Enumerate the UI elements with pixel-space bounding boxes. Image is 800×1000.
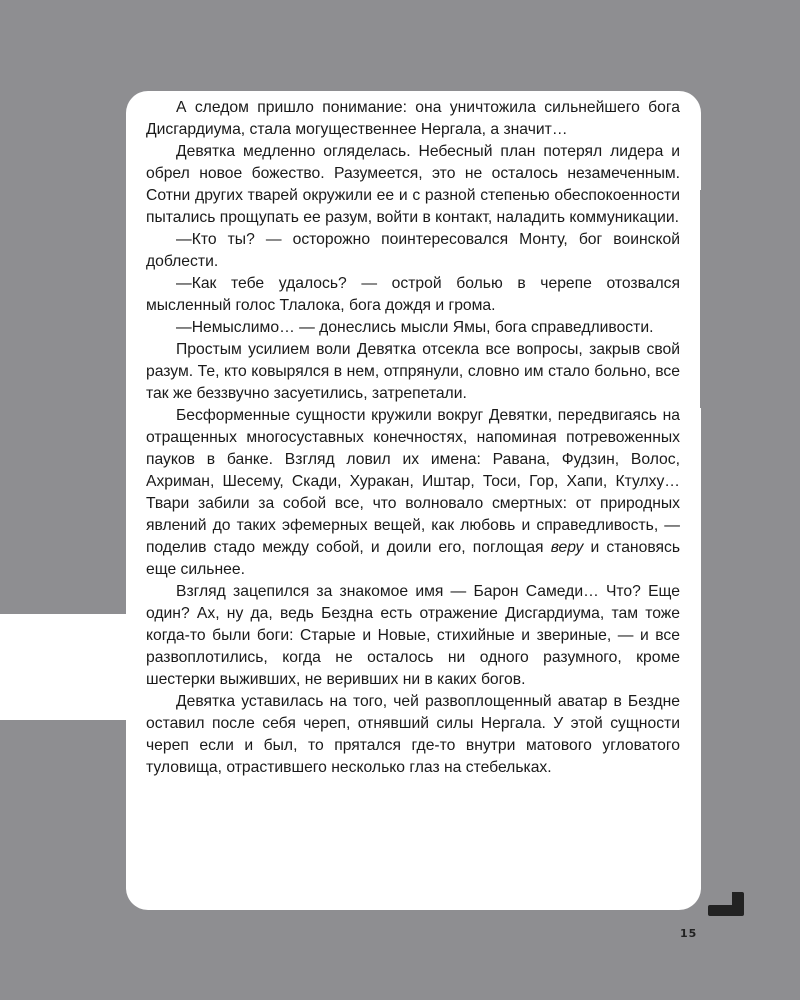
paragraph-7 [146, 405, 680, 581]
paragraph-9: Девятка уставилась на того, чей развоплощенный аватар в Бездне оставил после себя череп, отнявший силы Нергала. У этой сущности череп если и был, то прятался где-то внутри матового угловатого туловища, отрастившего несколько глаз на стебельках. [146, 693, 680, 776]
paragraph-6: Простым усилием воли Девятка отсекла все вопросы, закрыв свой разум. Те, кто ковырялся в нем, отпрянули, словно им стало больно, все так же беззвучно засуетились, затрепетали. [146, 341, 680, 402]
decorative-gray-block-right [700, 190, 800, 408]
page-number: 15 [680, 927, 698, 940]
paragraph-5: —Немыслимо… — донеслись мысли Ямы, бога справедливости. [176, 319, 654, 336]
paragraph-7-start: Бесформенные сущности кружили вокруг Девятки, передвигаясь на отращенных многосуставных конечностях, напоминая потревоженных пауков в банке. Взгляд ловил их имена: Равана, Фудзин, Волос, Ахриман, Шесему, Скади, Хуракан, Иштар, Тоси, Гор, Хапи, Ктулху… Твари забили за собой все, что волновало смертных: от природных явлений до таких эфемерных вещей, как любовь и справедливость, — поделив стадо между собой, и доили его, поглощая [146, 407, 680, 556]
paragraph-7-end: и становясь еще сильнее. [146, 539, 680, 578]
paragraph-3: —Кто ты? — осторожно поинтересовался Монту, бог воинской доблести. [146, 231, 680, 270]
paragraph-4: —Как тебе удалось? — острой болью в черепе отозвался мысленный голос Тлалока, бога дождя и грома. [146, 275, 680, 314]
corner-bracket-icon [708, 892, 744, 916]
paragraph-1: А следом пришло понимание: она уничтожила сильнейшего бога Дисгардиума, стала могущественнее Нергала, а значит… [146, 99, 680, 138]
paragraph-8: Взгляд зацепился за знакомое имя — Барон Самеди… Что? Еще один? Ах, ну да, ведь Бездна есть отражение Дисгардиума, там тоже когда-то были боги: Старые и Новые, стихийные и звериные, — и все развоплотились, когда не осталось ни одного разумного, кроме шестерки выживших, не веривших ни в каких богов. [146, 583, 680, 688]
body-text [146, 97, 680, 779]
emphasis-word: веру [550, 539, 584, 556]
paragraph-2: Девятка медленно огляделась. Небесный план потерял лидера и обрел новое божество. Разумеется, это не осталось незамеченным. Сотни других тварей окружили ее и с разной степенью обеспокоенности пытались прощупать ее разум, войти в контакт, наладить коммуникации. [146, 143, 680, 226]
